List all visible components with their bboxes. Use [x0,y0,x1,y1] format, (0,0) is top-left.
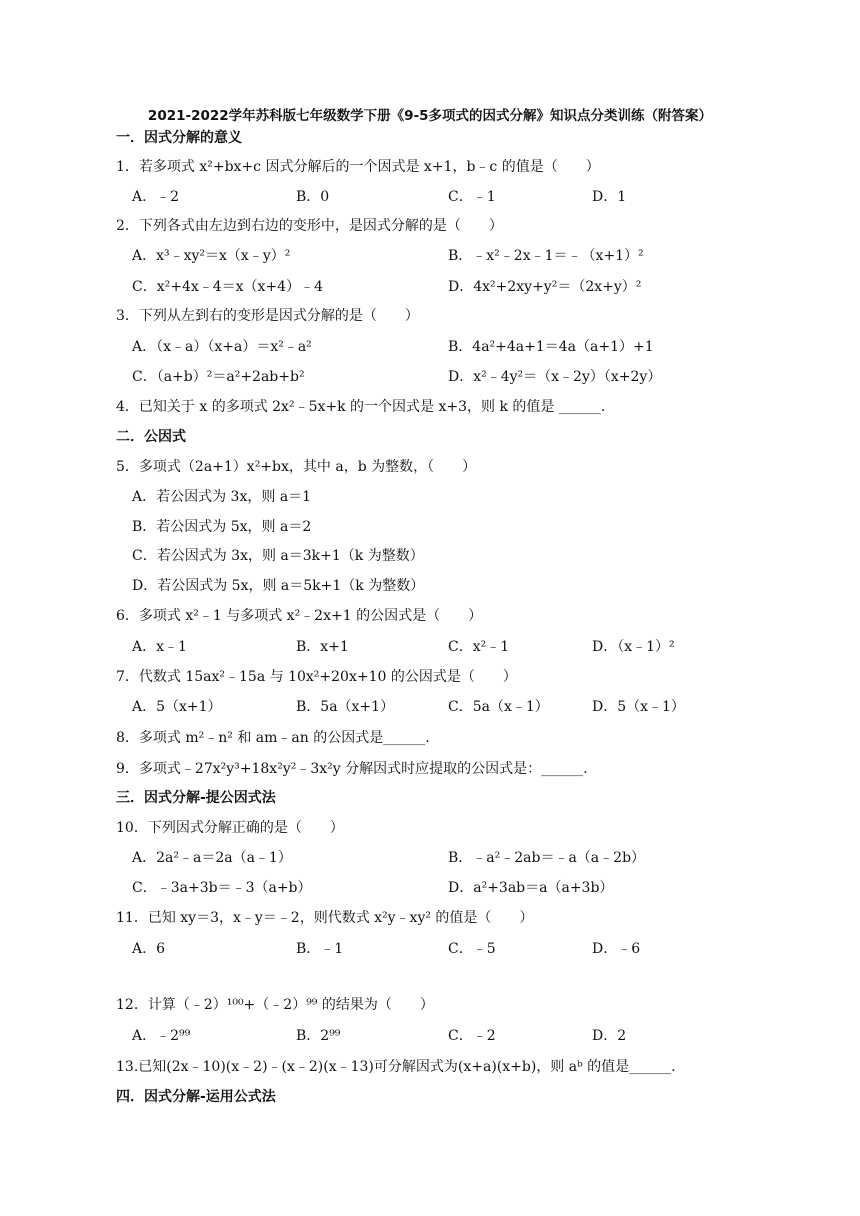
q1-option-d: D．1 [592,189,627,205]
question-10: 10．下列因式分解正确的是（ ） [116,820,344,836]
question-2: 2．下列各式由左边到右边的变形中，是因式分解的是（ ） [116,218,503,234]
q5-option-a: A．若公因式为 3x，则 a＝1 [132,489,312,505]
q10-option-c: C．﹣3a+3b＝﹣3（a+b） [132,880,312,896]
q2-option-a: A．x³﹣xy²＝x（x﹣y）² [132,248,291,264]
q2-option-b: B．﹣x²﹣2x﹣1＝﹣（x+1）² [448,248,644,264]
q3-option-a: A．（x﹣a）（x+a）＝x²﹣a² [132,339,312,355]
q1-option-c: C．﹣1 [448,189,496,205]
q10-option-a: A．2a²﹣a＝2a（a﹣1） [132,850,292,866]
question-4: 4．已知关于 x 的多项式 2x²﹣5x+k 的一个因式是 x+3，则 k 的值是 ______. [116,399,606,415]
q5-option-c: C．若公因式为 3x，则 a＝3k+1（k 为整数） [132,548,424,564]
question-8: 8．多项式 m²﹣n² 和 am﹣an 的公因式是______. [116,730,430,746]
question-9: 9．多项式﹣27x²y³+18x²y²﹣3x²y 分解因式时应提取的公因式是：______. [116,761,588,777]
question-12: 12．计算（﹣2）¹⁰⁰+（﹣2）⁹⁹ 的结果为（ ） [116,997,434,1013]
q3-option-b: B．4a²+4a+1＝4a（a+1）+1 [448,339,654,355]
q1-option-b: B．0 [296,189,330,205]
q11-option-d: D．﹣6 [592,941,641,957]
q6-option-a: A．x﹣1 [132,639,187,655]
q6-option-c: C．x²﹣1 [448,639,510,655]
section-heading-4: 四．因式分解-运用公式法 [116,1089,276,1105]
question-13: 13.已知(2x﹣10)(x﹣2)﹣(x﹣2)(x﹣13)可分解因式为(x+a)(x+b)，则 aᵇ 的值是______. [116,1059,676,1075]
q12-option-b: B．2⁹⁹ [296,1028,341,1044]
q6-option-d: D．（x﹣1）² [592,639,675,655]
question-11: 11．已知 xy＝3，x﹣y＝﹣2，则代数式 x²y﹣xy² 的值是（ ） [116,910,534,926]
q12-option-c: C．﹣2 [448,1028,496,1044]
q11-option-c: C．﹣5 [448,941,496,957]
q5-option-d: D．若公因式为 5x，则 a＝5k+1（k 为整数） [132,578,425,594]
q1-option-a: A．﹣2 [132,189,180,205]
q5-option-b: B．若公因式为 5x，则 a＝2 [132,519,312,535]
q11-option-a: A．6 [132,941,166,957]
q7-option-d: D．5（x﹣1） [592,699,685,715]
question-6: 6．多项式 x²﹣1 与多项式 x²﹣2x+1 的公因式是（ ） [116,608,483,624]
q7-option-b: B．5a（x+1） [296,699,395,715]
question-1: 1．若多项式 x²+bx+c 因式分解后的一个因式是 x+1，b﹣c 的值是（ ） [116,159,600,175]
q12-option-d: D．2 [592,1028,627,1044]
q10-option-b: B．﹣a²﹣2ab＝﹣a（a﹣2b） [448,850,646,866]
section-heading-3: 三．因式分解-提公因式法 [116,790,276,806]
question-7: 7．代数式 15ax²﹣15a 与 10x²+20x+10 的公因式是（ ） [116,669,517,685]
document-title: 2021-2022学年苏科版七年级数学下册《9-5多项式的因式分解》知识点分类训练（附答案） [147,108,713,124]
question-3: 3．下列从左到右的变形是因式分解的是（ ） [116,308,419,324]
q2-option-d: D．4x²+2xy+y²＝（2x+y）² [448,279,642,295]
section-heading-2: 二．公因式 [116,429,186,445]
q2-option-c: C．x²+4x﹣4＝x（x+4）﹣4 [132,279,323,295]
q7-option-c: C．5a（x﹣1） [448,699,549,715]
q12-option-a: A．﹣2⁹⁹ [132,1028,191,1044]
q11-option-b: B．﹣1 [296,941,344,957]
section-heading-1: 一．因式分解的意义 [116,130,242,146]
q10-option-d: D．a²+3ab＝a（a+3b） [448,880,614,896]
q3-option-d: D．x²﹣4y²＝（x﹣2y）（x+2y） [448,369,662,385]
question-5: 5．多项式（2a+1）x²+bx，其中 a，b 为整数，（ ） [116,459,477,475]
q7-option-a: A．5（x+1） [132,699,222,715]
q3-option-c: C．（a+b）²＝a²+2ab+b² [132,369,305,385]
q6-option-b: B．x+1 [296,639,349,655]
